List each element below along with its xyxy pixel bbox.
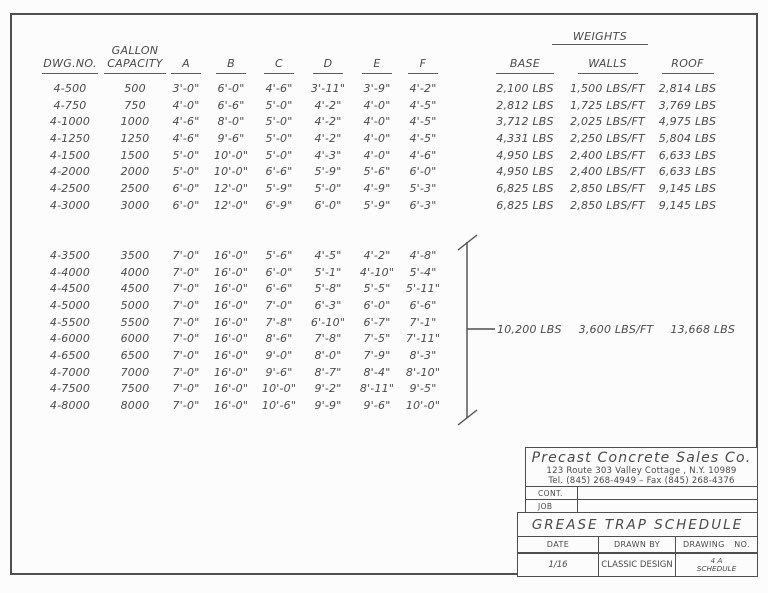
cell-base: 2,812 LBS [496, 98, 554, 112]
cell-d: 8'-7" [314, 365, 342, 379]
cell-cap: 4000 [120, 265, 150, 279]
cell-cap: 4500 [120, 282, 150, 296]
cont-label: CONT. [526, 487, 578, 499]
cell-d: 5'-1" [314, 265, 342, 279]
cell-f: 5'-4" [409, 265, 437, 279]
cell-walls: 2,025 LBS/FT [570, 115, 645, 129]
cell-cap: 7000 [120, 365, 150, 379]
cell-f: 4'-5" [409, 98, 437, 112]
cell-e: 6'-7" [363, 315, 391, 329]
cell-a: 7'-0" [172, 332, 200, 346]
cell-e: 5'-5" [363, 282, 391, 296]
cell-b: 16'-0" [213, 348, 249, 362]
cell-cap: 5000 [120, 298, 150, 312]
cell-e: 5'-9" [363, 198, 391, 212]
cont-value [578, 487, 757, 499]
cell-roof: 9,145 LBS [658, 198, 717, 212]
cell-roof: 4,975 LBS [658, 115, 717, 129]
cell-cap: 1250 [120, 131, 150, 145]
cell-a: 6'-0" [172, 198, 200, 212]
cell-e: 9'-6" [363, 399, 391, 413]
header-dim-e: E [353, 28, 401, 74]
cell-cap: 500 [124, 81, 146, 95]
cell-base: 4,950 LBS [496, 165, 554, 179]
title-block-upper [525, 447, 758, 512]
table-row [35, 163, 730, 180]
cell-b: 10'-0" [213, 148, 249, 162]
header-underline [216, 73, 246, 74]
title-block-header-row [518, 536, 757, 552]
cell-f: 8'-3" [409, 348, 437, 362]
cell-b: 12'-0" [213, 198, 249, 212]
company-name: Precast Concrete Sales Co. [531, 450, 752, 466]
cell-dwg: 4-1500 [49, 148, 91, 162]
cell-c: 5'-0" [265, 98, 293, 112]
cell-d: 6'-0" [314, 198, 342, 212]
cell-a: 7'-0" [172, 399, 200, 413]
cell-walls: 1,500 LBS/FT [570, 81, 645, 95]
cell-c: 6'-0" [265, 265, 293, 279]
cell-cap: 2000 [120, 165, 150, 179]
cell-dwg: 4-7000 [49, 365, 91, 379]
cell-a: 5'-0" [172, 165, 200, 179]
cell-a: 6'-0" [172, 181, 200, 195]
cell-b: 10'-0" [213, 165, 249, 179]
header-gallon-capacity: GALLON CAPACITY [105, 28, 165, 74]
header-underline [171, 73, 201, 74]
header-underline [42, 73, 98, 74]
cell-e: 4'-0" [363, 98, 391, 112]
cell-roof: 6,633 LBS [658, 165, 717, 179]
header-dim-c: C [255, 28, 303, 74]
cell-c: 5'-0" [265, 148, 293, 162]
cell-b: 16'-0" [213, 365, 249, 379]
cell-f: 8'-10" [405, 365, 441, 379]
cell-c: 6'-9" [265, 198, 293, 212]
cell-c: 6'-6" [265, 165, 293, 179]
header-dim-d: D [303, 28, 353, 74]
cell-e: 4'-0" [363, 131, 391, 145]
cell-base: 2,100 LBS [496, 81, 554, 95]
cell-dwg: 4-5000 [49, 298, 91, 312]
cell-f: 9'-5" [409, 382, 437, 396]
block2-base-weight: 10,200 LBS [497, 323, 562, 336]
cell-f: 6'-6" [409, 298, 437, 312]
header-walls: WALLS [570, 28, 645, 74]
cell-dwg: 4-750 [53, 98, 87, 112]
cell-a: 4'-6" [172, 115, 200, 129]
cell-roof: 3,769 LBS [658, 98, 717, 112]
header-underline [362, 73, 392, 74]
cell-roof: 9,145 LBS [658, 181, 717, 195]
cell-a: 7'-0" [172, 298, 200, 312]
cell-e: 5'-6" [363, 165, 391, 179]
cell-base: 6,825 LBS [496, 198, 554, 212]
table-row [35, 113, 730, 130]
cell-base: 3,712 LBS [496, 115, 554, 129]
cell-a: 7'-0" [172, 265, 200, 279]
header-dim-b: B [207, 28, 255, 74]
cell-base: 4,950 LBS [496, 148, 554, 162]
cell-base: 6,825 LBS [496, 181, 554, 195]
cell-c: 5'-0" [265, 115, 293, 129]
cell-b: 16'-0" [213, 332, 249, 346]
cell-a: 7'-0" [172, 382, 200, 396]
cell-roof: 5,804 LBS [658, 131, 717, 145]
cell-dwg: 4-2000 [49, 165, 91, 179]
header-dim-f: F [401, 28, 445, 74]
table-header-row [35, 28, 730, 74]
cell-a: 3'-0" [172, 81, 200, 95]
cell-dwg: 4-1250 [49, 131, 91, 145]
weights-group-header: WEIGHTS [552, 30, 648, 45]
cell-c: 7'-0" [265, 298, 293, 312]
block2-walls-weight: 3,600 LBS/FT [578, 323, 654, 336]
cell-c: 7'-8" [265, 315, 293, 329]
header-dwg-no: DWG.NO. [35, 28, 105, 74]
cell-f: 10'-0" [405, 399, 441, 413]
cell-dwg: 4-6500 [49, 348, 91, 362]
cell-dwg: 4-1000 [49, 115, 91, 129]
cell-dwg: 4-3500 [49, 248, 91, 262]
cell-d: 6'-10" [310, 315, 346, 329]
title-block [517, 447, 758, 577]
cell-b: 16'-0" [213, 399, 249, 413]
cell-walls: 2,850 LBS/FT [570, 198, 645, 212]
cell-f: 4'-2" [409, 81, 437, 95]
cell-cap: 7500 [120, 382, 150, 396]
cell-c: 10'-0" [261, 382, 297, 396]
cell-walls: 2,250 LBS/FT [570, 131, 645, 145]
cell-f: 4'-5" [409, 131, 437, 145]
header-underline [408, 73, 438, 74]
cell-d: 5'-0" [314, 181, 342, 195]
company-address: 123 Route 303 Valley Cottage , N.Y. 10989 [546, 466, 737, 476]
header-dim-a: A [165, 28, 207, 74]
cell-cap: 3000 [120, 198, 150, 212]
cell-e: 3'-9" [363, 81, 391, 95]
header-underline [264, 73, 294, 74]
drawn-by-label: DRAWN BY [599, 537, 676, 552]
cell-b: 16'-0" [213, 265, 249, 279]
drawing-title: GREASE TRAP SCHEDULE [531, 516, 744, 533]
table-row [35, 264, 730, 281]
cell-roof: 2,814 LBS [658, 81, 717, 95]
cell-c: 5'-0" [265, 131, 293, 145]
cell-a: 7'-0" [172, 282, 200, 296]
cell-a: 4'-6" [172, 131, 200, 145]
cell-a: 7'-0" [172, 348, 200, 362]
header-underline [578, 73, 638, 74]
cell-e: 4'-2" [363, 248, 391, 262]
header-roof: ROOF [645, 28, 730, 74]
date-value: 1/16 [518, 553, 599, 576]
drawing-no-label: DRAWING NO. [683, 540, 750, 549]
cell-c: 9'-0" [265, 348, 293, 362]
cell-d: 4'-2" [314, 131, 342, 145]
table-row [35, 381, 730, 398]
cell-d: 5'-8" [314, 282, 342, 296]
cell-f: 5'-3" [409, 181, 437, 195]
cell-d: 9'-9" [314, 399, 342, 413]
cell-f: 7'-1" [409, 315, 437, 329]
cell-a: 7'-0" [172, 248, 200, 262]
cell-f: 4'-6" [409, 148, 437, 162]
cell-f: 6'-0" [409, 165, 437, 179]
cell-d: 4'-3" [314, 148, 342, 162]
cell-a: 5'-0" [172, 148, 200, 162]
cell-cap: 2500 [120, 181, 150, 195]
block2-combined-weights [497, 323, 735, 336]
cell-d: 4'-2" [314, 98, 342, 112]
cell-roof: 6,633 LBS [658, 148, 717, 162]
table-row [35, 297, 730, 314]
cell-f: 6'-3" [409, 198, 437, 212]
header-underline [496, 73, 554, 74]
cell-cap: 3500 [120, 248, 150, 262]
cell-c: 4'-6" [265, 81, 293, 95]
block2-roof-weight: 13,668 LBS [670, 323, 736, 336]
cell-b: 16'-0" [213, 298, 249, 312]
cell-cap: 6000 [120, 332, 150, 346]
cell-base: 4,331 LBS [496, 131, 554, 145]
cell-e: 4'-10" [359, 265, 395, 279]
cell-e: 8'-11" [359, 382, 395, 396]
cell-d: 8'-0" [314, 348, 342, 362]
cell-d: 4'-5" [314, 248, 342, 262]
cell-cap: 8000 [120, 399, 150, 413]
table-row [35, 247, 730, 264]
cell-walls: 2,400 LBS/FT [570, 165, 645, 179]
cell-dwg: 4-2500 [49, 181, 91, 195]
table-row [35, 97, 730, 114]
cell-a: 7'-0" [172, 315, 200, 329]
cell-b: 8'-0" [217, 115, 245, 129]
cell-a: 4'-0" [172, 98, 200, 112]
cell-dwg: 4-4500 [49, 282, 91, 296]
cell-dwg: 4-8000 [49, 399, 91, 413]
cell-dwg: 4-7500 [49, 382, 91, 396]
table-row [35, 347, 730, 364]
cell-e: 4'-0" [363, 115, 391, 129]
cell-cap: 1500 [120, 148, 150, 162]
header-spacer [445, 28, 480, 74]
table-row [35, 364, 730, 381]
cell-f: 5'-11" [405, 282, 441, 296]
cell-walls: 2,400 LBS/FT [570, 148, 645, 162]
cell-dwg: 4-6000 [49, 332, 91, 346]
cell-d: 9'-2" [314, 382, 342, 396]
table-row [35, 280, 730, 297]
cell-d: 4'-2" [314, 115, 342, 129]
job-row [526, 499, 757, 512]
cell-cap: 6500 [120, 348, 150, 362]
cell-d: 5'-9" [314, 165, 342, 179]
cell-b: 16'-0" [213, 248, 249, 262]
cell-b: 16'-0" [213, 382, 249, 396]
title-block-value-row [518, 552, 757, 576]
cell-dwg: 4-3000 [49, 198, 91, 212]
cell-b: 16'-0" [213, 315, 249, 329]
cell-e: 4'-0" [363, 148, 391, 162]
cell-cap: 750 [124, 98, 146, 112]
table-block1 [35, 80, 730, 214]
cell-f: 4'-8" [409, 248, 437, 262]
job-label: JOB [526, 500, 578, 512]
title-block-lower [517, 512, 758, 577]
date-label: DATE [518, 537, 599, 552]
table-row [35, 147, 730, 164]
cell-c: 5'-9" [265, 181, 293, 195]
cell-c: 6'-6" [265, 282, 293, 296]
cell-d: 3'-11" [310, 81, 346, 95]
cell-e: 8'-4" [363, 365, 391, 379]
table-row [35, 180, 730, 197]
cell-b: 6'-0" [217, 81, 245, 95]
cell-b: 9'-6" [217, 131, 245, 145]
cell-b: 16'-0" [213, 282, 249, 296]
table-row [35, 80, 730, 97]
cell-b: 6'-6" [217, 98, 245, 112]
cell-cap: 1000 [120, 115, 150, 129]
cell-f: 4'-5" [409, 115, 437, 129]
cell-f: 7'-11" [405, 332, 441, 346]
cell-b: 12'-0" [213, 181, 249, 195]
cell-walls: 1,725 LBS/FT [570, 98, 645, 112]
cell-e: 6'-0" [363, 298, 391, 312]
table-row [35, 130, 730, 147]
drawn-by-value: CLASSIC DESIGN [599, 553, 676, 576]
cell-dwg: 4-500 [53, 81, 87, 95]
header-underline [662, 73, 714, 74]
cell-dwg: 4-5500 [49, 315, 91, 329]
cell-c: 10'-6" [261, 399, 297, 413]
job-value [578, 500, 757, 512]
cont-row [526, 486, 757, 499]
cell-e: 4'-9" [363, 181, 391, 195]
cell-dwg: 4-4000 [49, 265, 91, 279]
cell-c: 8'-6" [265, 332, 293, 346]
header-base: BASE [480, 28, 570, 74]
header-underline [104, 73, 166, 74]
cell-e: 7'-9" [363, 348, 391, 362]
cell-c: 5'-6" [265, 248, 293, 262]
cell-walls: 2,850 LBS/FT [570, 181, 645, 195]
cell-d: 7'-8" [314, 332, 342, 346]
header-underline [313, 73, 343, 74]
cell-cap: 5500 [120, 315, 150, 329]
cell-c: 9'-6" [265, 365, 293, 379]
drawing-no-value: 4 A SCHEDULE [676, 553, 757, 576]
cell-d: 6'-3" [314, 298, 342, 312]
table-row [35, 197, 730, 214]
cell-a: 7'-0" [172, 365, 200, 379]
company-phone-fax: Tel. (845) 268-4949 – Fax (845) 268-4376 [548, 476, 735, 486]
table-row [35, 397, 730, 414]
cell-e: 7'-5" [363, 332, 391, 346]
